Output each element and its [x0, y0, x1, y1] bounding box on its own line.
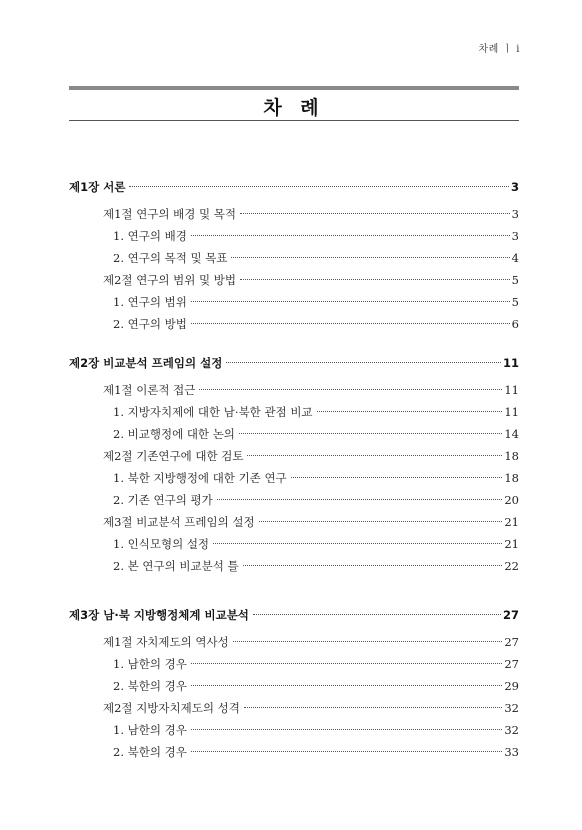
toc-section[interactable] [103, 447, 519, 465]
toc-page-number: 29 [504, 679, 519, 693]
toc-subsection[interactable] [113, 293, 519, 311]
toc-entry-label: 2. 북한의 경우 [113, 745, 187, 759]
toc-entry-label: 1. 지방자치제에 대한 남·북한 관점 비교 [113, 405, 313, 419]
toc-entry-label: 제2장 비교분석 프레임의 설정 [69, 356, 223, 370]
toc-page-number: 32 [504, 701, 519, 715]
toc-page-number: 22 [504, 559, 519, 573]
toc-entry-label: 1. 북한 지방행정에 대한 기존 연구 [113, 471, 287, 485]
toc-entry-label: 1. 인식모형의 설정 [113, 537, 210, 551]
toc-entry-label: 2. 북한의 경우 [113, 679, 187, 693]
toc-entry-label: 제2절 지방자치제도의 성격 [103, 701, 240, 715]
toc-entry-label: 2. 기존 연구의 평가 [113, 493, 213, 507]
toc-entry-label: 2. 비교행정에 대한 논의 [113, 427, 235, 441]
toc-page-number: 27 [504, 635, 519, 649]
toc-leader-dots [244, 707, 503, 708]
toc-page-number: 6 [511, 317, 519, 331]
toc-chapter[interactable] [69, 178, 519, 196]
toc-page-number: 5 [511, 273, 519, 287]
toc-leader-dots [191, 323, 510, 324]
toc-page-number: 20 [504, 493, 519, 507]
toc-section[interactable] [103, 271, 519, 289]
page-title: 차 례 [263, 97, 325, 119]
toc-entry-label: 2. 연구의 방법 [113, 317, 187, 331]
toc-subsection[interactable] [113, 425, 519, 443]
toc-leader-dots [191, 663, 503, 664]
toc-subsection[interactable] [113, 677, 519, 695]
toc-subsection[interactable] [113, 315, 519, 333]
toc-section[interactable] [103, 699, 519, 717]
toc-leader-dots [213, 543, 502, 544]
toc-subsection[interactable] [113, 535, 519, 553]
toc-section[interactable] [103, 633, 519, 651]
toc-page-number: 32 [504, 723, 519, 737]
toc-page-number: 11 [504, 383, 519, 397]
toc-page-number: 3 [511, 229, 519, 243]
toc-leader-dots [239, 433, 502, 434]
toc-subsection[interactable] [113, 249, 519, 267]
toc-entry-label: 제3절 비교분석 프레임의 설정 [103, 515, 255, 529]
toc-section[interactable] [103, 205, 519, 223]
toc-entry-label: 1. 남한의 경우 [113, 657, 187, 671]
toc-page-number: 27 [502, 608, 519, 622]
toc-page-number: 14 [504, 427, 519, 441]
toc-page-number: 18 [504, 471, 519, 485]
toc-entry-label: 1. 남한의 경우 [113, 723, 187, 737]
toc-entry-label: 2. 본 연구의 비교분석 틀 [113, 559, 239, 573]
toc-leader-dots [243, 565, 503, 566]
toc-entry-label: 제1절 이론적 접근 [103, 383, 196, 397]
toc-entry-label: 제1절 자치제도의 역사성 [103, 635, 229, 649]
toc-subsection[interactable] [113, 743, 519, 761]
toc-subsection[interactable] [113, 721, 519, 739]
toc-entry-label: 2. 연구의 목적 및 목표 [113, 251, 228, 265]
toc-leader-dots [191, 235, 510, 236]
toc-leader-dots [226, 362, 501, 363]
toc-page-number: 11 [504, 405, 519, 419]
toc-subsection[interactable] [113, 557, 519, 575]
toc-leader-dots [217, 499, 503, 500]
toc-leader-dots [317, 411, 503, 412]
toc-leader-dots [253, 614, 501, 615]
toc-page-number: 27 [504, 657, 519, 671]
toc-chapter[interactable] [69, 606, 519, 624]
toc-entry-label: 1. 연구의 범위 [113, 295, 187, 309]
toc-leader-dots [247, 455, 502, 456]
toc-leader-dots [240, 213, 510, 214]
toc-page-number: 3 [510, 180, 519, 194]
toc-leader-dots [291, 477, 503, 478]
title-top-rule [69, 86, 519, 90]
toc-page-number: 4 [511, 251, 519, 265]
toc-entry-label: 제3장 남·북 지방행정체계 비교분석 [69, 608, 249, 622]
toc-leader-dots [259, 521, 503, 522]
toc-subsection[interactable] [113, 655, 519, 673]
toc-entry-label: 제1절 연구의 배경 및 목적 [103, 207, 237, 221]
toc-leader-dots [191, 751, 503, 752]
toc-page-number: 5 [511, 295, 519, 309]
toc-entry-label: 제2절 연구의 범위 및 방법 [103, 273, 237, 287]
toc-entry-label: 1. 연구의 배경 [113, 229, 187, 243]
toc-subsection[interactable] [113, 227, 519, 245]
toc-section[interactable] [103, 513, 519, 531]
toc-page-number: 18 [504, 449, 519, 463]
toc-leader-dots [199, 389, 502, 390]
toc-chapter[interactable] [69, 354, 519, 372]
toc-leader-dots [231, 257, 509, 258]
toc-entry-label: 제1장 서론 [69, 180, 126, 194]
toc-leader-dots [129, 186, 509, 187]
toc-leader-dots [191, 301, 510, 302]
toc-leader-dots [191, 729, 503, 730]
title-bottom-rule [69, 120, 519, 121]
toc-subsection[interactable] [113, 403, 519, 421]
toc-leader-dots [191, 685, 503, 686]
toc-subsection[interactable] [113, 491, 519, 509]
toc-page-number: 11 [502, 356, 519, 370]
toc-leader-dots [240, 279, 510, 280]
toc-subsection[interactable] [113, 469, 519, 487]
toc-leader-dots [233, 641, 503, 642]
toc-page-number: 21 [504, 537, 519, 551]
toc-page-number: 3 [511, 207, 519, 221]
running-head: 차례 ㅣ i [478, 44, 520, 55]
toc-page-number: 33 [504, 745, 519, 759]
toc-section[interactable] [103, 381, 519, 399]
toc-page-number: 21 [504, 515, 519, 529]
toc-entry-label: 제2절 기존연구에 대한 검토 [103, 449, 244, 463]
